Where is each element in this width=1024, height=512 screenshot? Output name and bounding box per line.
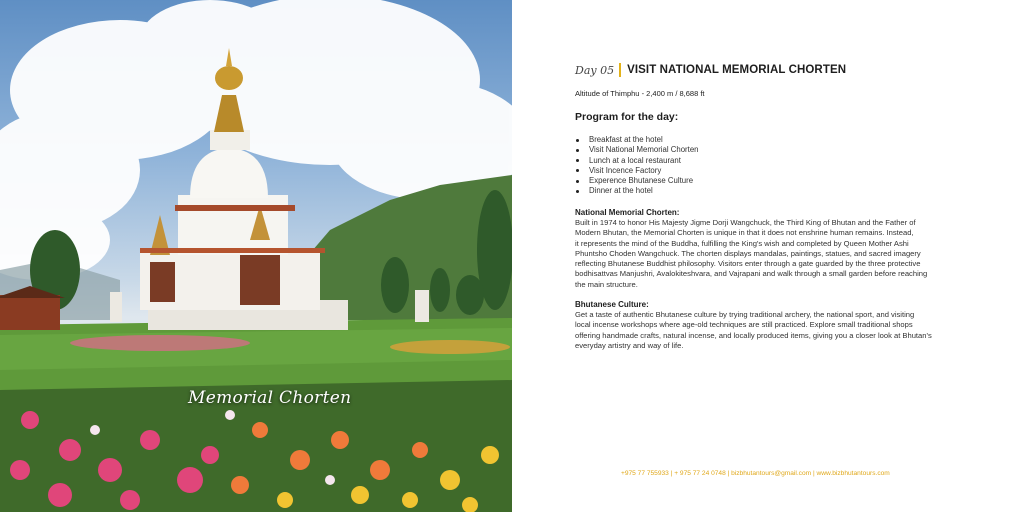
- bullet-icon: [576, 169, 579, 172]
- contact-footer: +975 77 755933 | + 975 77 24 0748 | bizbhutantours@gmail.com | www.bizbhutantours.com: [621, 470, 890, 477]
- list-item: Dinner at the hotel: [575, 186, 699, 196]
- list-item: Visit Incence Factory: [575, 166, 699, 176]
- day-heading: [575, 63, 846, 77]
- list-item: Breakfast at the hotel: [575, 135, 699, 145]
- day-title: VISIT NATIONAL MEMORIAL CHORTEN: [627, 64, 847, 76]
- day-label: Day 05: [575, 63, 615, 77]
- bullet-icon: [576, 190, 579, 193]
- list-item: Lunch at a local restaurant: [575, 156, 699, 166]
- program-heading: Program for the day:: [575, 111, 679, 123]
- altitude-text: Altitude of Thimphu - 2,400 m / 8,688 ft: [575, 89, 705, 98]
- section-title-bhutanese-culture: Bhutanese Culture:: [575, 300, 649, 309]
- bullet-icon: [576, 159, 579, 162]
- section-title-memorial-chorten: National Memorial Chorten:: [575, 208, 680, 217]
- bullet-icon: [576, 149, 579, 152]
- section-body-bhutanese-culture: Get a taste of authentic Bhutanese culture by trying traditional archery, the national sport, and visiting local incense workshops where age-old techniques are still practiced. Explore small traditional shops offering handmade crafts, natural incense, and locally produced items, giving you a closer look at Bhutan's everyday artistry and way of life.: [575, 310, 932, 350]
- list-item: Experence Bhutanese Culture: [575, 176, 699, 186]
- chorten-dome: [190, 148, 268, 198]
- list-item: Visit National Memorial Chorten: [575, 145, 699, 155]
- section-body-memorial-chorten: Built in 1974 to honor His Majesty Jigme Dorji Wangchuck, the Third King of Bhutan and the Father of Modern Bhutan, the Memorial Chorten is unique in that it does not enshrine human remains. Instead, it represents the mind of the Buddha, fulfilling the King's wish and completed by Queen Mother Ashi Phuntsho Choden Wangchuck. The chorten displays mandalas, paintings, statues, and sacred imagery reflecting Bhutanese Buddhist philosophy. Visitors enter through a gate guarded by the three protective bodhisattvas Manjushri, Avalokiteshvara, and Vajrapani and walk through a small garden before reaching the main structure.: [575, 218, 928, 289]
- accent-bar: [619, 63, 621, 77]
- bullet-icon: [576, 180, 579, 183]
- bullet-icon: [576, 139, 579, 142]
- program-list: [575, 135, 699, 197]
- photo-caption: Memorial Chorten: [188, 388, 352, 408]
